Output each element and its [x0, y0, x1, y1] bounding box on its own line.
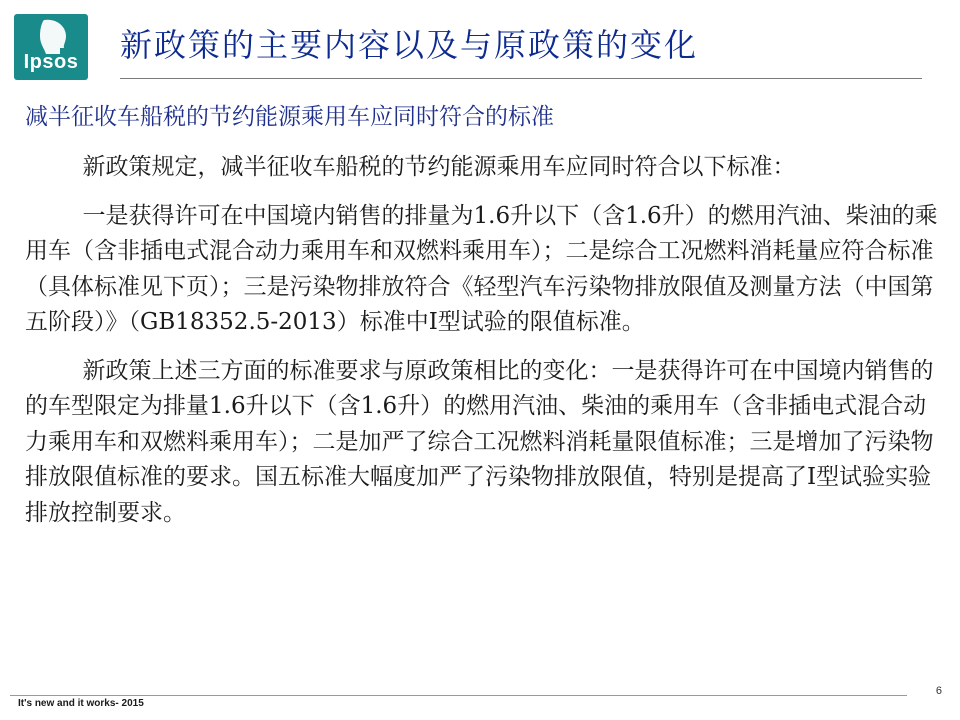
title-divider: [120, 78, 922, 79]
intro-paragraph: 新政策规定，减半征收车船税的节约能源乘用车应同时符合以下标准：: [82, 154, 796, 180]
footer-tagline: It's new and it works- 2015: [18, 698, 144, 709]
logo-wordmark: Ipsos: [23, 51, 79, 73]
slide-title: 新政策的主要内容以及与原政策的变化: [120, 26, 699, 64]
page-number: 6: [935, 685, 942, 697]
rules-paragraph: 一是获得许可在中国境内销售的排量为1.6升以下（含1.6升）的燃用汽油、柴油的乘用车（含非插电式混合动力乘用车和双燃料乘用车）；二是综合工况燃料消耗量应符合标准（具体标准见下页）；三是污染物排放符合《轻型汽车污染物排放限值及测量方法（中国第五阶段）》（GB18352.5-2013）标准中I型试验的限值标准。: [25, 202, 938, 335]
slide-subtitle: 减半征收车船税的节约能源乘用车应同时符合的标准: [25, 104, 554, 130]
slide-body: [25, 150, 940, 531]
ipsos-logo: [14, 14, 88, 80]
footer-divider: [10, 695, 907, 696]
changes-paragraph: 新政策上述三方面的标准要求与原政策相比的变化：一是获得许可在中国境内销售的的车型限定为排量1.6升以下（含1.6升）的燃用汽油、柴油的乘用车（含非插电式混合动力乘用车和双燃料乘用车）；二是加严了综合工况燃料消耗量限值标准；三是增加了污染物排放限值标准的要求。国五标准大幅度加严了污染物排放限值，特别是提高了I型试验实验排放控制要求。: [25, 357, 934, 526]
